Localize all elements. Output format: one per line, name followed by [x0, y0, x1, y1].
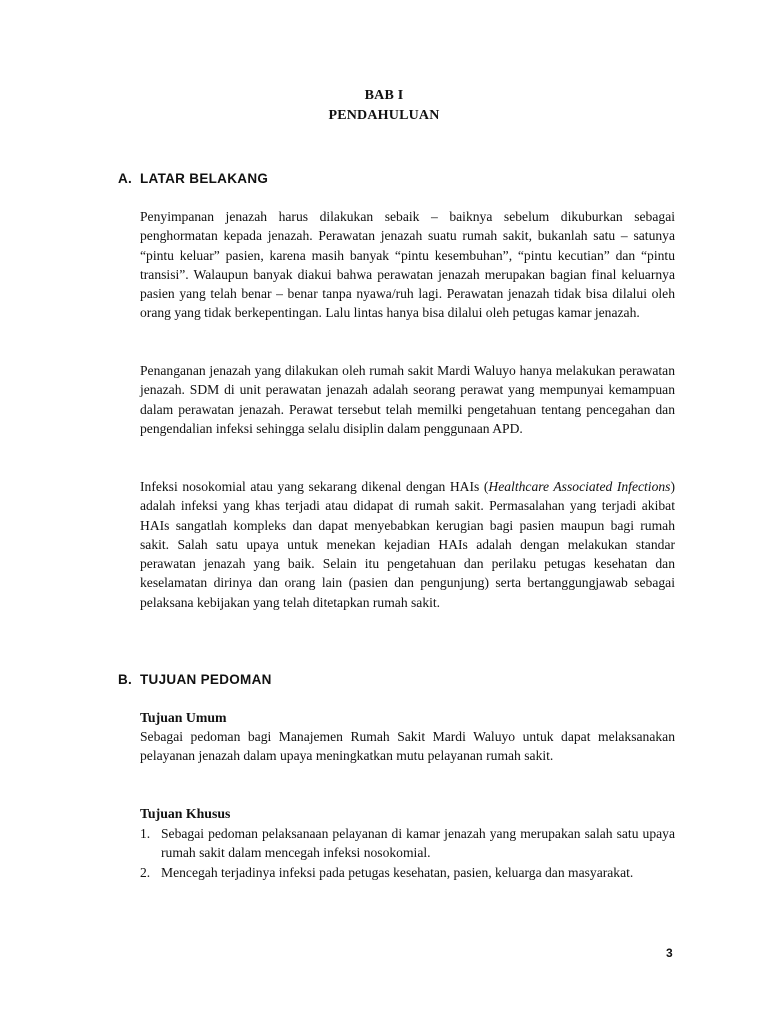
section-b-letter: B.: [118, 672, 133, 687]
chapter-number: BAB I: [364, 88, 404, 103]
general-objective-text: Sebagai pedoman bagi Manajemen Rumah Sakit Mardi Waluyo untuk dapat melaksanakan pelayanan jenazah dalam upaya meningkatkan mutu pelayanan rumah sakit.: [140, 729, 675, 764]
paragraph-3-italic-term: Healthcare Associated Infections: [488, 479, 671, 494]
section-a-title: LATAR BELAKANG: [140, 171, 269, 186]
list-item-number: 2.: [140, 864, 151, 880]
list-item-text: Sebagai pedoman pelaksanaan pelayanan di kamar jenazah yang merupakan salah satu upaya rumah sakit dalam mencegah infeksi nosokomial.: [161, 826, 675, 861]
section-a-heading: [118, 171, 268, 186]
page-number: 3: [666, 946, 673, 960]
general-objective-title: Tujuan Umum: [140, 710, 227, 725]
chapter-title: PENDAHULUAN: [328, 108, 440, 123]
specific-objectives-list: [140, 824, 675, 882]
list-item-number: 1.: [140, 826, 151, 841]
section-b-title: TUJUAN PEDOMAN: [140, 672, 272, 687]
background-paragraph-2: Penanganan jenazah yang dilakukan oleh rumah sakit Mardi Waluyo hanya melakukan perawatan jenazah. SDM di unit perawatan jenazah adalah seorang perawat yang mempunyai kemampuan dalam perawatan jenazah. Perawat tersebut telah memilki pengetahuan tentang pencegahan dan pengendalian infeksi sehingga selalu disiplin dalam penggunaan APD.: [140, 363, 675, 436]
background-paragraph-3: [140, 477, 675, 612]
list-item-text: Mencegah terjadinya infeksi pada petugas kesehatan, pasien, keluarga dan masyarakat.: [161, 864, 634, 880]
list-item: [140, 863, 675, 882]
section-a-letter: A.: [118, 171, 133, 186]
paragraph-3-end: ) adalah infeksi yang khas terjadi atau didapat di rumah sakit. Permasalahan yang terjadi akibat HAIs sangatlah kompleks dan dapat menyebabkan kerugian bagi pasien maupun bagi rumah sakit. Salah satu upaya untuk menekan kejadian HAIs adalah dengan melakukan standar perawatan jenazah yang baik. Selain itu pengetahuan dan perilaku petugas kesehatan dan keselamatan dirinya dan orang lain (pasien dan pengunjung) serta bertanggungjawab sebagai pelaksana kebijakan yang telah ditetapkan rumah sakit.: [140, 479, 675, 610]
background-paragraph-1: Penyimpanan jenazah harus dilakukan sebaik – baiknya sebelum dikuburkan sebagai penghormatan kepada jenazah. Perawatan jenazah suatu rumah sakit, bukanlah satu – satunya “pintu keluar” pasien, karena masih banyak “pintu kesembuhan”, “pintu kecutian” dan “pintu transisi”. Walaupun banyak diakui bahwa perawatan jenazah merupakan bagian final keluarnya pasien yang telah benar – benar tanpa nyawa/ruh lagi. Perawatan jenazah tidak bisa dilalui oleh orang yang tidak berkepentingan. Lalu lintas hanya bisa dilalui oleh petugas kamar jenazah.: [140, 209, 675, 321]
paragraph-3-start: Infeksi nosokomial atau yang sekarang dikenal dengan HAIs (: [140, 479, 489, 494]
list-item: [140, 824, 675, 863]
specific-objective-title: Tujuan Khusus: [140, 806, 231, 821]
section-b-heading: [118, 672, 272, 687]
